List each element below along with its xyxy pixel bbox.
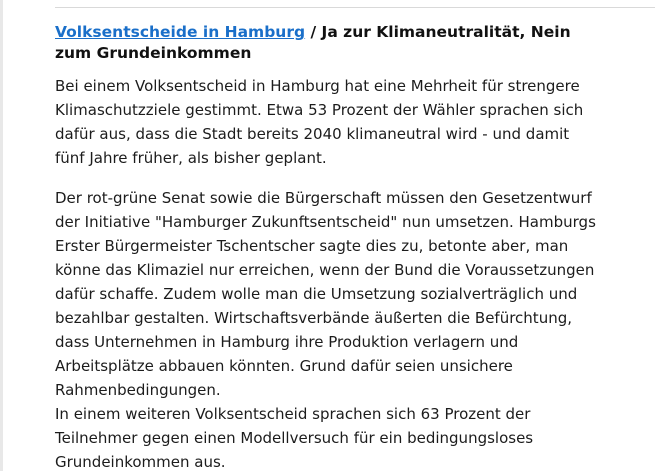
headline-separator: /: [305, 23, 322, 41]
article-paragraph-3: In einem weiteren Volksentscheid sprachen sich 63 Prozent der Teilnehmer gegen einen Modellversuch für ein bedingungsloses Grundeinkommen aus.: [55, 404, 534, 471]
left-margin-rule: [0, 0, 3, 471]
article-paragraph-2: Der rot-grüne Senat sowie die Bürgerschaft müssen den Gesetzentwurf der Initiative "Hamburger Zukunftsentscheid" nun umsetzen. Hamburgs Erster Bürgermeister Tschentscher sagte dies zu, betonte aber, man könne das Klimaziel nur erreichen, wenn der Bund die Voraussetzungen dafür schaffe. Zudem wolle man die Umsetzung sozialverträglich und bezahlbar gestalten. Wirtschaftsverbände äußerten die Befürchtung, dass Unternehmen in Hamburg ihre Produktion verlagern und Arbeitsplätze abbauen könnten. Grund dafür seien unsichere Rahmenbedingungen.: [55, 188, 596, 399]
article-paragraph-1: Bei einem Volksentscheid in Hamburg hat eine Mehrheit für strengere Klimaschutzziele gestimmt. Etwa 53 Prozent der Wähler sprachen sich dafür aus, dass die Stadt bereits 2040 klimaneutral wird - und damit fünf Jahre früher, als bisher geplant.: [55, 76, 584, 167]
article-content: [55, 22, 600, 474]
headline-title: Ja zur Klimaneutralität, Nein zum Grundeinkommen: [55, 23, 571, 62]
headline-kicker-link[interactable]: Volksentscheide in Hamburg: [55, 23, 306, 41]
top-divider: [55, 7, 655, 8]
article-headline: [55, 22, 600, 64]
